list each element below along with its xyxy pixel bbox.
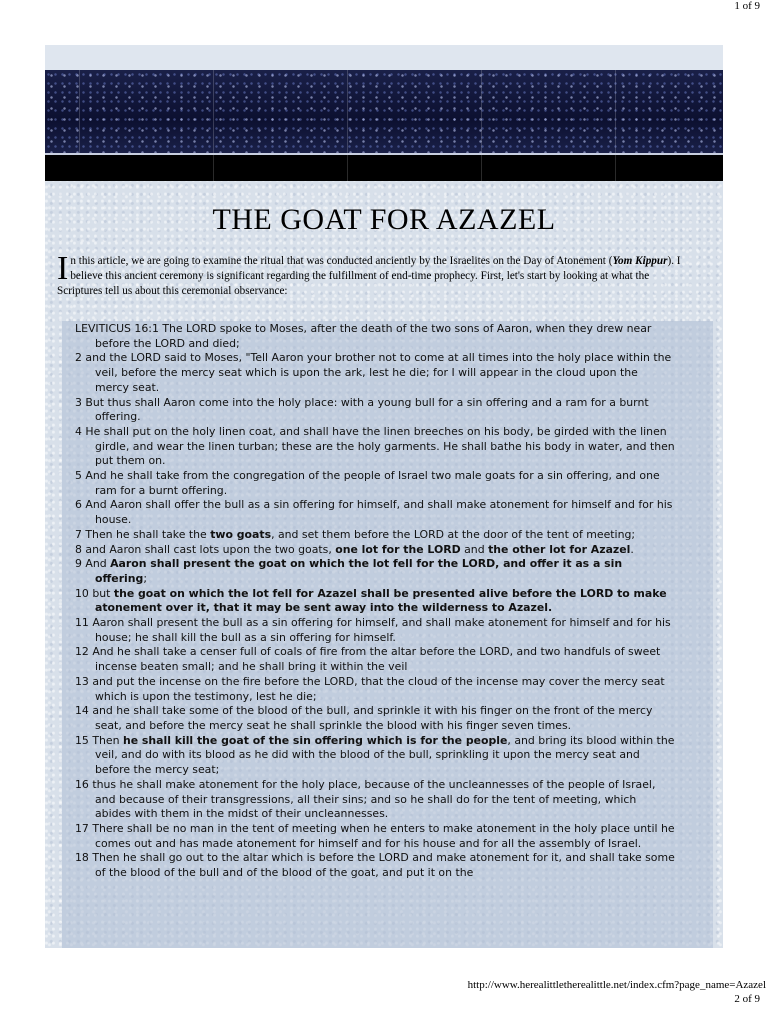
verse-line <box>75 704 675 733</box>
verse-line <box>75 543 675 558</box>
page-counter-bottom: 2 of 9 <box>734 993 760 1005</box>
verse-text: 10 but <box>75 586 114 600</box>
verse-text: 17 There shall be no man in the tent of meeting when he enters to make atonement in the holy place until he comes out and has made atonement for himself and for his house and for all the assembly of Israel. <box>75 821 675 850</box>
verse-text: 7 Then he shall take the <box>75 527 211 541</box>
verse-line <box>75 425 675 469</box>
verse-text: 18 Then he shall go out to the altar which is before the LORD and make atonement for it, and shall take some of the blood of the bull and of the blood of the goat, and put it on the <box>75 851 675 880</box>
verse-text: . <box>630 542 634 556</box>
verse-text: 5 And he shall take from the congregation of the people of Israel two male goats for a sin offering, and one ram for a burnt offering. <box>75 469 660 497</box>
page-frame <box>45 45 723 948</box>
banner-divider <box>481 70 482 153</box>
verse-line <box>75 616 675 645</box>
verse-text: 16 thus he shall make atonement for the holy place, because of the uncleannesses of the people of Israel, and because of their transgressions, all their sins; and so he shall do for the tent of meeting, which abides with them in the midst of their uncleannesses. <box>75 777 656 821</box>
page-counter-top: 1 of 9 <box>734 0 760 12</box>
banner-top-strip <box>45 45 723 70</box>
verse-line <box>75 822 675 851</box>
banner-divider <box>347 70 348 153</box>
black-bar-divider <box>615 155 616 181</box>
intro-paragraph <box>57 250 687 299</box>
verse-text: ; <box>143 571 148 585</box>
verse-text: 2 and the LORD said to Moses, "Tell Aaron your brother not to come at all times into the holy place within the veil, before the mercy seat which is upon the ark, lest he die; for I will appear in the cloud upon the mercy seat. <box>75 351 672 394</box>
verse-text: LEVITICUS 16:1 The LORD spoke to Moses, after the death of the two sons of Aaron, when they drew near before the LORD and died; <box>75 322 652 350</box>
verse-line <box>75 351 675 395</box>
banner-black-bar <box>45 155 723 181</box>
scripture-block <box>75 322 675 881</box>
verse-emphasis: Aaron shall present the goat on which the lot fell for the LORD, and offer it as a sin offering <box>95 557 623 585</box>
verse-line <box>75 469 675 498</box>
intro-text: ). I believe this ancient ceremony is significant regarding the fulfillment of end-time prophecy. First, let's start by looking at what the Scriptures tell us about this ceremonial observance: <box>57 255 681 297</box>
verse-line <box>75 675 675 704</box>
source-url: http://www.herealittletherealittle.net/index.cfm?page_name=Azazel <box>467 979 766 991</box>
black-bar-divider <box>481 155 482 181</box>
starfield-banner <box>45 70 723 153</box>
verse-emphasis: the other lot for Azazel <box>488 542 631 556</box>
intro-emphasis: Yom Kippur <box>612 255 668 267</box>
verse-line <box>75 778 675 822</box>
verse-line <box>75 528 675 543</box>
verse-text: 14 and he shall take some of the blood of the bull, and sprinkle it with his finger on the front of the mercy seat, and before the mercy seat he shall sprinkle the blood with his finger seven times. <box>75 704 653 732</box>
banner-divider <box>213 70 214 153</box>
verse-emphasis: two goats <box>210 527 272 541</box>
verse-text: 11 Aaron shall present the bull as a sin offering for himself, and shall make atonement for himself and for his house; he shall kill the bull as a sin offering for himself. <box>75 616 671 644</box>
verse-text: 3 But thus shall Aaron come into the holy place: with a young bull for a sin offering and a ram for a burnt offering. <box>75 395 649 424</box>
verse-text: 8 and Aaron shall cast lots upon the two goats, <box>75 542 336 556</box>
drop-cap: I <box>57 250 69 287</box>
verse-text: , and set them before the LORD at the door of the tent of meeting; <box>271 527 636 541</box>
verse-line <box>75 322 675 351</box>
verse-text: , and bring its blood within the veil, and do with its blood as he did with the blood of the bull, sprinkling it upon the mercy seat and before the mercy seat; <box>95 733 675 777</box>
verse-line <box>75 851 675 880</box>
page-title: THE GOAT FOR AZAZEL <box>212 203 556 236</box>
verse-text: 15 Then <box>75 733 123 747</box>
verse-line <box>75 587 675 616</box>
verse-text: 4 He shall put on the holy linen coat, and shall have the linen breeches on his body, be girded with the linen girdle, and wear the linen turban; these are the holy garments. He shall bathe his body in water, and then put them on. <box>75 424 675 468</box>
verse-line <box>75 396 675 425</box>
verse-text: 6 And Aaron shall offer the bull as a sin offering for himself, and shall make atonement for himself and for his house. <box>75 498 673 527</box>
verse-emphasis: the goat on which the lot fell for Azazel shall be presented alive before the LORD to make atonement over it, that it may be sent away into the wilderness to Azazel. <box>95 586 667 615</box>
verse-line <box>75 645 675 674</box>
verse-emphasis: he shall kill the goat of the sin offering which is for the people <box>122 733 508 747</box>
verse-text: 9 And <box>75 557 111 571</box>
verse-emphasis: one lot for the LORD <box>335 542 461 556</box>
banner-divider <box>79 70 80 153</box>
verse-line <box>75 498 675 527</box>
intro-text: n this article, we are going to examine the ritual that was conducted anciently by the Israelites on the Day of Atonement ( <box>70 255 613 267</box>
verse-line <box>75 734 675 778</box>
verse-text: 13 and put the incense on the fire before the LORD, that the cloud of the incense may cover the mercy seat which is upon the testimony, lest he die; <box>75 674 665 703</box>
banner-divider <box>615 70 616 153</box>
verse-line <box>75 557 675 586</box>
black-bar-divider <box>213 155 214 181</box>
black-bar-divider <box>347 155 348 181</box>
verse-text: 12 And he shall take a censer full of coals of fire from the altar before the LORD, and two handfuls of sweet incense beaten small; and he shall bring it within the veil <box>75 645 661 674</box>
verse-text: and <box>460 542 489 556</box>
